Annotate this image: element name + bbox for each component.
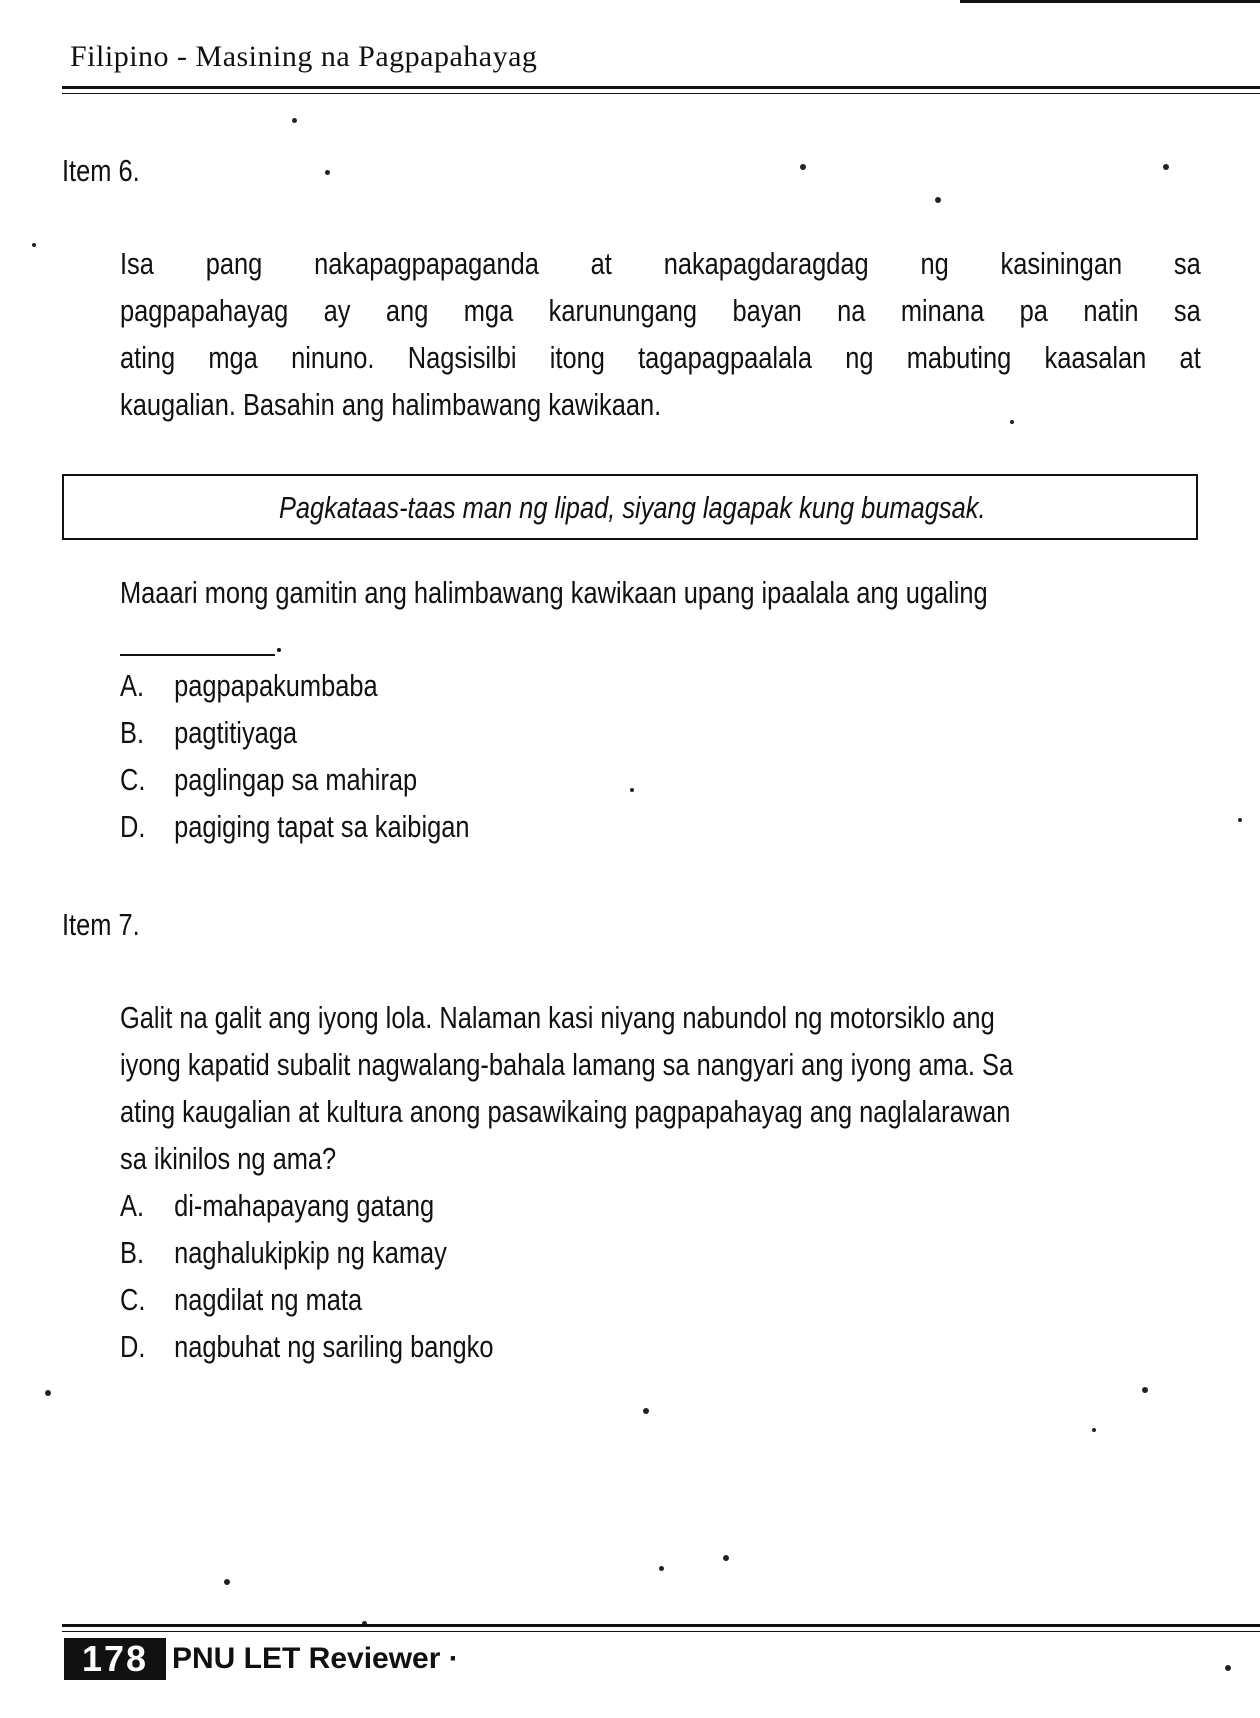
item-7-choice-a: A. di-mahapayang gatang — [120, 1188, 435, 1223]
footer-rule — [62, 1624, 1260, 1627]
page-number: 178 — [64, 1638, 166, 1680]
footer-title: PNU LET Reviewer · — [172, 1642, 459, 1675]
item-7-label: Item 7. — [62, 907, 140, 942]
scan-speck — [1163, 164, 1169, 170]
scan-speck — [224, 1579, 230, 1585]
scan-speck — [659, 1566, 664, 1571]
answer-blank-period — [277, 648, 281, 652]
item-6-choice-d: D. pagiging tapat sa kaibigan — [120, 809, 470, 844]
item-6-label: Item 6. — [62, 153, 140, 188]
item-6-question: Maaari mong gamitin ang halimbawang kawikaan upang ipaalala ang ugaling — [120, 575, 988, 610]
scan-speck — [935, 197, 941, 203]
scan-speck — [1225, 1665, 1231, 1671]
scan-speck — [1142, 1387, 1148, 1393]
item-6-choice-c: C. paglingap sa mahirap — [120, 762, 418, 797]
footer-rule-thin — [62, 1631, 1260, 1632]
scan-speck — [45, 1390, 51, 1396]
item-6-paragraph-line: kaugalian. Basahin ang halimbawang kawikaan. — [120, 387, 662, 422]
scan-speck — [1092, 1428, 1096, 1432]
scan-speck — [643, 1408, 649, 1414]
item-7-choice-b: B. naghalukipkip ng kamay — [120, 1235, 447, 1270]
item-6-choice-b: B. pagtitiyaga — [120, 715, 298, 750]
scan-speck — [325, 170, 330, 175]
scan-speck — [800, 164, 806, 170]
proverb-box — [62, 474, 1198, 540]
item-6-choice-a: A. pagpapakumbaba — [120, 668, 378, 703]
running-header: Filipino - Masining na Pagpapahayag — [70, 40, 538, 73]
item-7-choice-d: D. nagbuhat ng sariling bangko — [120, 1329, 494, 1364]
item-7-paragraph-line: Galit na galit ang iyong lola. Nalaman kasi niyang nabundol ng motorsiklo ang — [120, 1000, 995, 1035]
item-6-paragraph-line: pagpapahayag ay ang mga karunungang bayan na minana pa natin sa — [120, 293, 1201, 328]
item-6-paragraph-line: ating mga ninuno. Nagsisilbi itong tagapagpaalala ng mabuting kaasalan at — [120, 340, 1201, 375]
item-7-choice-c: C. nagdilat ng mata — [120, 1282, 363, 1317]
header-rule — [62, 86, 1260, 89]
scan-speck — [1010, 420, 1014, 424]
item-6-paragraph-line: Isa pang nakapagpapaganda at nakapagdaragdag ng kasiningan sa — [120, 246, 1201, 281]
item-7-paragraph-line: sa ikinilos ng ama? — [120, 1141, 337, 1176]
scan-speck — [630, 788, 634, 792]
answer-blank — [120, 654, 275, 656]
header-rule-thin — [62, 93, 1260, 94]
scan-speck — [32, 243, 36, 247]
item-7-paragraph-line: ating kaugalian at kultura anong pasawikaing pagpapahayag ang naglalarawan — [120, 1094, 1011, 1129]
scan-speck — [723, 1555, 729, 1561]
top-rule — [960, 0, 1260, 3]
scan-speck — [1238, 818, 1242, 822]
item-7-paragraph-line: iyong kapatid subalit nagwalang-bahala lamang sa nangyari ang iyong ama. Sa — [120, 1047, 1014, 1082]
scan-speck — [292, 118, 297, 123]
proverb-text: Pagkataas-taas man ng lipad, siyang lagapak kung bumagsak. — [278, 490, 986, 525]
